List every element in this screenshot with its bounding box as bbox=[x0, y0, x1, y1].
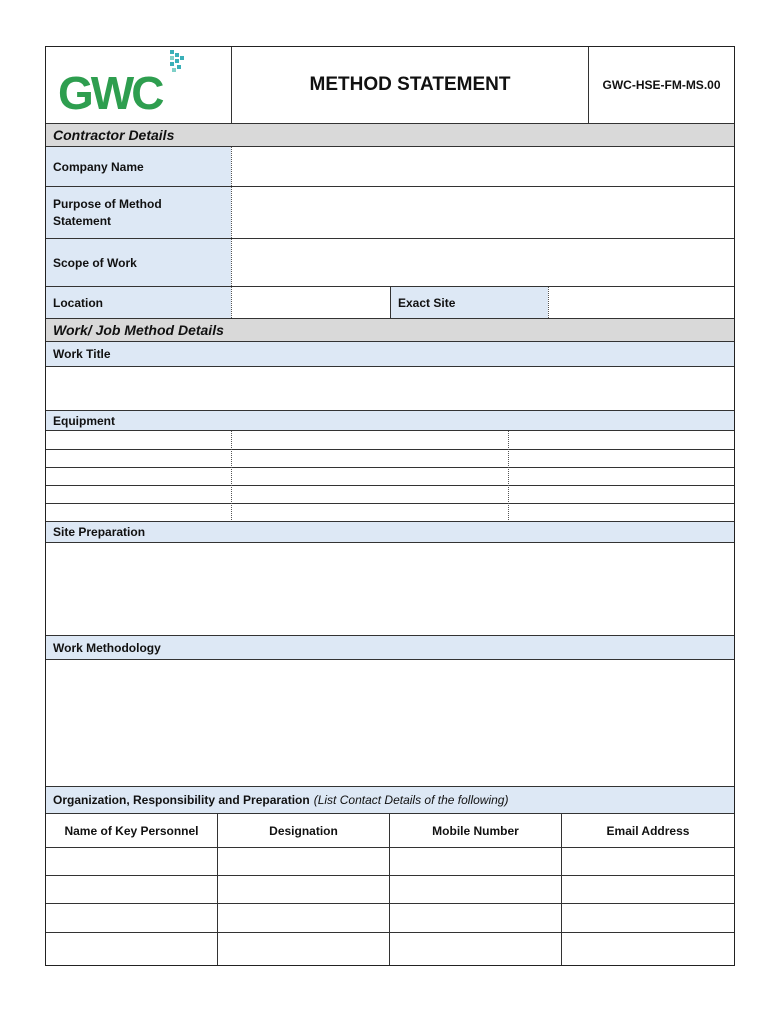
equipment-cell[interactable] bbox=[232, 468, 508, 485]
logo-text: GWC bbox=[58, 67, 162, 119]
personnel-cell[interactable] bbox=[46, 905, 217, 932]
personnel-cell[interactable] bbox=[390, 876, 561, 903]
company-name-label: Company Name bbox=[46, 147, 231, 186]
personnel-cell[interactable] bbox=[218, 933, 389, 966]
personnel-cell[interactable] bbox=[46, 933, 217, 966]
personnel-cell[interactable] bbox=[218, 848, 389, 875]
equipment-cell[interactable] bbox=[509, 504, 734, 521]
equipment-grid bbox=[46, 431, 734, 522]
personnel-table-body bbox=[46, 848, 734, 966]
equipment-cell[interactable] bbox=[46, 431, 231, 449]
column-header-mobile: Mobile Number bbox=[432, 823, 519, 838]
personnel-cell[interactable] bbox=[390, 933, 561, 966]
scope-of-work-label: Scope of Work bbox=[46, 239, 231, 286]
purpose-label-line1: Purpose of Method bbox=[53, 196, 162, 211]
equipment-cell[interactable] bbox=[46, 468, 231, 485]
organization-label-text: Organization, Responsibility and Preparation bbox=[53, 793, 310, 807]
equipment-cell[interactable] bbox=[232, 450, 508, 467]
gwc-logo bbox=[46, 47, 232, 123]
location-field[interactable] bbox=[232, 287, 390, 318]
equipment-cell[interactable] bbox=[509, 431, 734, 449]
personnel-cell[interactable] bbox=[46, 876, 217, 903]
equipment-cell[interactable] bbox=[509, 450, 734, 467]
personnel-cell[interactable] bbox=[218, 905, 389, 932]
purpose-label bbox=[46, 187, 231, 238]
personnel-cell[interactable] bbox=[390, 848, 561, 875]
work-title-label: Work Title bbox=[46, 342, 734, 366]
equipment-cell[interactable] bbox=[232, 486, 508, 503]
personnel-cell[interactable] bbox=[46, 848, 217, 875]
equipment-cell[interactable] bbox=[46, 450, 231, 467]
column-header-name: Name of Key Personnel bbox=[64, 823, 199, 838]
personnel-cell[interactable] bbox=[562, 933, 734, 966]
work-title-field[interactable] bbox=[46, 367, 734, 410]
personnel-cell[interactable] bbox=[390, 905, 561, 932]
personnel-cell[interactable] bbox=[562, 905, 734, 932]
equipment-cell[interactable] bbox=[509, 486, 734, 503]
location-label: Location bbox=[46, 287, 231, 318]
purpose-label-line2: Statement bbox=[53, 213, 112, 228]
work-methodology-field[interactable] bbox=[46, 660, 734, 786]
equipment-cell[interactable] bbox=[46, 486, 231, 503]
equipment-cell[interactable] bbox=[232, 431, 508, 449]
equipment-cell[interactable] bbox=[509, 468, 734, 485]
equipment-cell[interactable] bbox=[46, 504, 231, 521]
document-code: GWC-HSE-FM-MS.00 bbox=[602, 78, 721, 92]
personnel-cell[interactable] bbox=[562, 876, 734, 903]
purpose-field[interactable] bbox=[232, 187, 734, 238]
site-preparation-label: Site Preparation bbox=[46, 522, 734, 542]
contractor-details-heading: Contractor Details bbox=[46, 124, 734, 146]
column-header-designation: Designation bbox=[269, 823, 338, 838]
organization-label bbox=[46, 787, 734, 813]
method-statement-form bbox=[45, 46, 735, 966]
equipment-label: Equipment bbox=[46, 411, 734, 430]
exact-site-field[interactable] bbox=[549, 287, 734, 318]
form-title: METHOD STATEMENT bbox=[309, 74, 511, 95]
scope-of-work-field[interactable] bbox=[232, 239, 734, 286]
gwc-logo-mark bbox=[46, 47, 232, 123]
column-header-email: Email Address bbox=[606, 823, 690, 838]
work-methodology-label: Work Methodology bbox=[46, 636, 734, 659]
company-name-field[interactable] bbox=[232, 147, 734, 186]
personnel-cell[interactable] bbox=[218, 876, 389, 903]
site-preparation-field[interactable] bbox=[46, 543, 734, 635]
organization-note: (List Contact Details of the following) bbox=[313, 793, 509, 807]
personnel-cell[interactable] bbox=[562, 848, 734, 875]
work-method-heading: Work/ Job Method Details bbox=[46, 319, 734, 341]
equipment-cell[interactable] bbox=[232, 504, 508, 521]
exact-site-label: Exact Site bbox=[391, 287, 548, 318]
